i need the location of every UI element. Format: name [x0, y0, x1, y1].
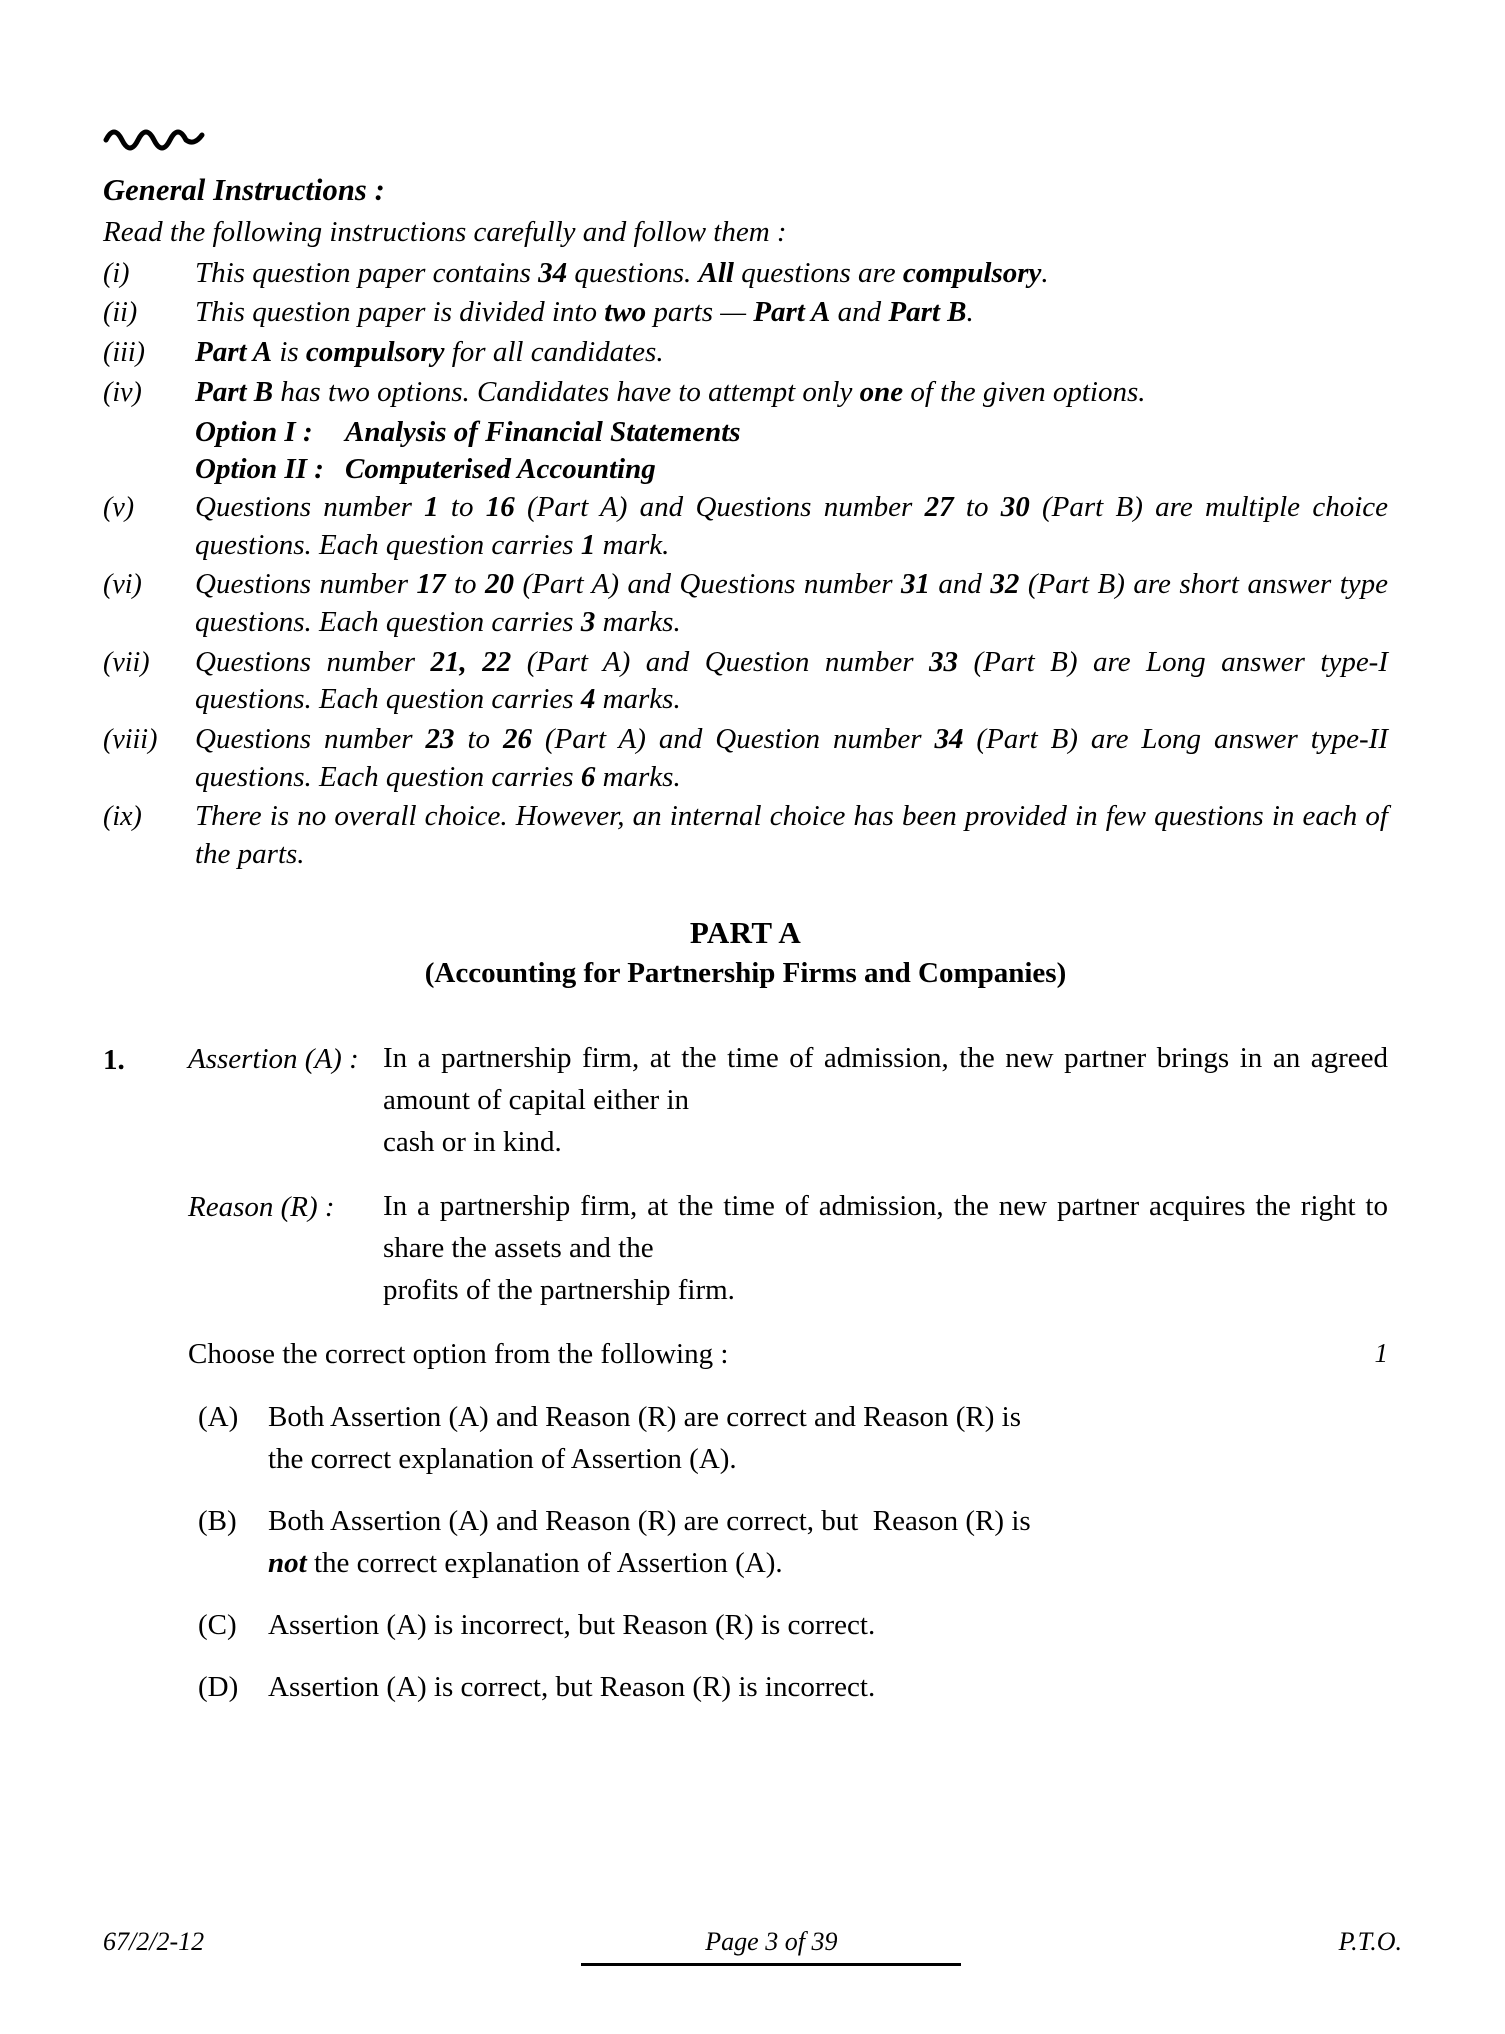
mcq-option-list — [188, 1396, 1388, 1708]
instruction-number: (v) — [103, 491, 135, 523]
mcq-option-text: Both Assertion (A) and Reason (R) are correct and Reason (R) is the correct explanation of Assertion (A). — [268, 1396, 1388, 1480]
footer-pto-label: P.T.O. — [1338, 1927, 1402, 1956]
part-b-option — [195, 451, 1388, 489]
instruction-item — [103, 644, 1388, 719]
mcq-option[interactable] — [188, 1666, 1388, 1708]
part-b-option-value: Computerised Accounting — [345, 453, 656, 486]
instruction-item — [103, 566, 1388, 641]
part-heading-block — [103, 914, 1388, 992]
instruction-item — [103, 489, 1388, 564]
assertion-main-text: In a partnership firm, at the time of admission, the new partner brings in an agreed amount of capital either in — [383, 1042, 1388, 1117]
instruction-number: (i) — [103, 257, 130, 289]
part-b-option-label: Option I : — [195, 415, 313, 448]
footer-rule — [581, 1963, 961, 1966]
question-body — [188, 1037, 1388, 1728]
instruction-text: Questions number 1 to 16 (Part A) and Questions number 27 to 30 (Part B) are multiple choice questions. Each question carries 1 mark. — [195, 490, 1388, 561]
page-footer — [103, 1927, 1402, 1966]
reason-main-text: In a partnership firm, at the time of admission, the new partner acquires the right to share the assets and the — [383, 1190, 1388, 1265]
instruction-text: Part B has two options. Candidates have to attempt only one of the given options. — [195, 375, 1146, 408]
part-b-option — [195, 414, 1388, 452]
mcq-option-key: (C) — [198, 1609, 237, 1642]
instruction-number: (iv) — [103, 376, 142, 408]
instruction-number: (viii) — [103, 724, 158, 756]
instruction-item — [103, 334, 1388, 372]
instruction-text: This question paper is divided into two parts — Part A and Part B. — [195, 296, 974, 329]
instruction-number: (vi) — [103, 569, 142, 601]
instruction-text: This question paper contains 34 questions. All questions are compulsory. — [195, 256, 1049, 289]
reason-row — [188, 1185, 1388, 1311]
part-b-option-value: Analysis of Financial Statements — [345, 415, 741, 448]
reason-text — [383, 1185, 1388, 1311]
instruction-number: (ix) — [103, 801, 142, 833]
part-title: PART A — [689, 914, 802, 950]
mcq-option-text: Assertion (A) is correct, but Reason (R) is incorrect. — [268, 1671, 876, 1704]
instruction-text: Questions number 21, 22 (Part A) and Question number 33 (Part B) are Long answer type-I questions. Each question carries 4 marks. — [195, 645, 1388, 716]
mcq-option-last-line: the correct explanation of Assertion (A). — [268, 1443, 737, 1476]
instruction-text: Questions number 23 to 26 (Part A) and Question number 34 (Part B) are Long answer type-II questions. Each question carries 6 marks. — [195, 723, 1388, 793]
question-1 — [103, 1037, 1388, 1728]
question-1-row — [103, 1037, 1388, 1728]
question-number: 1. — [103, 1044, 125, 1077]
mcq-option-key: (D) — [198, 1671, 239, 1704]
mcq-option[interactable] — [188, 1500, 1388, 1584]
part-subtitle: (Accounting for Partnership Firms and Companies) — [424, 956, 1067, 989]
mcq-option[interactable] — [188, 1396, 1388, 1480]
mcq-option-key: (B) — [198, 1505, 237, 1538]
instruction-item — [103, 374, 1388, 412]
mcq-option-last-line: not the correct explanation of Assertion (A). — [268, 1547, 783, 1580]
general-instructions-title: General Instructions : — [103, 173, 385, 207]
page-content — [103, 120, 1388, 1728]
choose-instruction-text: Choose the correct option from the following : — [188, 1337, 729, 1370]
footer-page-indicator — [204, 1927, 1339, 1966]
footer-paper-code: 67/2/2-12 — [103, 1927, 205, 1956]
assertion-last-line: cash or in kind. — [383, 1126, 562, 1159]
instruction-item — [103, 721, 1388, 796]
reason-last-line: profits of the partnership firm. — [383, 1274, 735, 1307]
mcq-option-text: Assertion (A) is incorrect, but Reason (R) is correct. — [268, 1609, 876, 1642]
question-marks: 1 — [1374, 1337, 1388, 1368]
assertion-label: Assertion (A) : — [188, 1043, 359, 1076]
footer-page-label: Page 3 of 39 — [705, 1927, 838, 1956]
mcq-option-text: Both Assertion (A) and Reason (R) are correct, but Reason (R) is not the correct explanation of Assertion (A). — [268, 1500, 1388, 1584]
instruction-number: (vii) — [103, 646, 150, 678]
instruction-item — [103, 255, 1388, 293]
instruction-text: Part A is compulsory for all candidates. — [195, 336, 664, 369]
instructions-list — [103, 255, 1388, 874]
assertion-text — [383, 1037, 1388, 1163]
instruction-item — [103, 294, 1388, 332]
instruction-text: There is no overall choice. However, an internal choice has been provided in few questions in each of the parts. — [195, 800, 1388, 871]
instruction-number: (ii) — [103, 297, 138, 329]
mcq-option-key: (A) — [198, 1401, 239, 1434]
instruction-item — [103, 798, 1388, 873]
reason-label: Reason (R) : — [188, 1191, 335, 1224]
assertion-row — [188, 1037, 1388, 1163]
part-b-option-label: Option II : — [195, 453, 324, 486]
mcq-option[interactable] — [188, 1604, 1388, 1646]
choose-instruction-row — [188, 1334, 1388, 1375]
wavy-line-mark-icon — [103, 120, 223, 154]
instruction-text: Questions number 17 to 20 (Part A) and Questions number 31 and 32 (Part B) are short answer type questions. Each question carries 3 marks. — [195, 568, 1388, 638]
instruction-number: (iii) — [103, 337, 145, 369]
general-instructions-subtitle: Read the following instructions carefully and follow them : — [103, 215, 787, 248]
